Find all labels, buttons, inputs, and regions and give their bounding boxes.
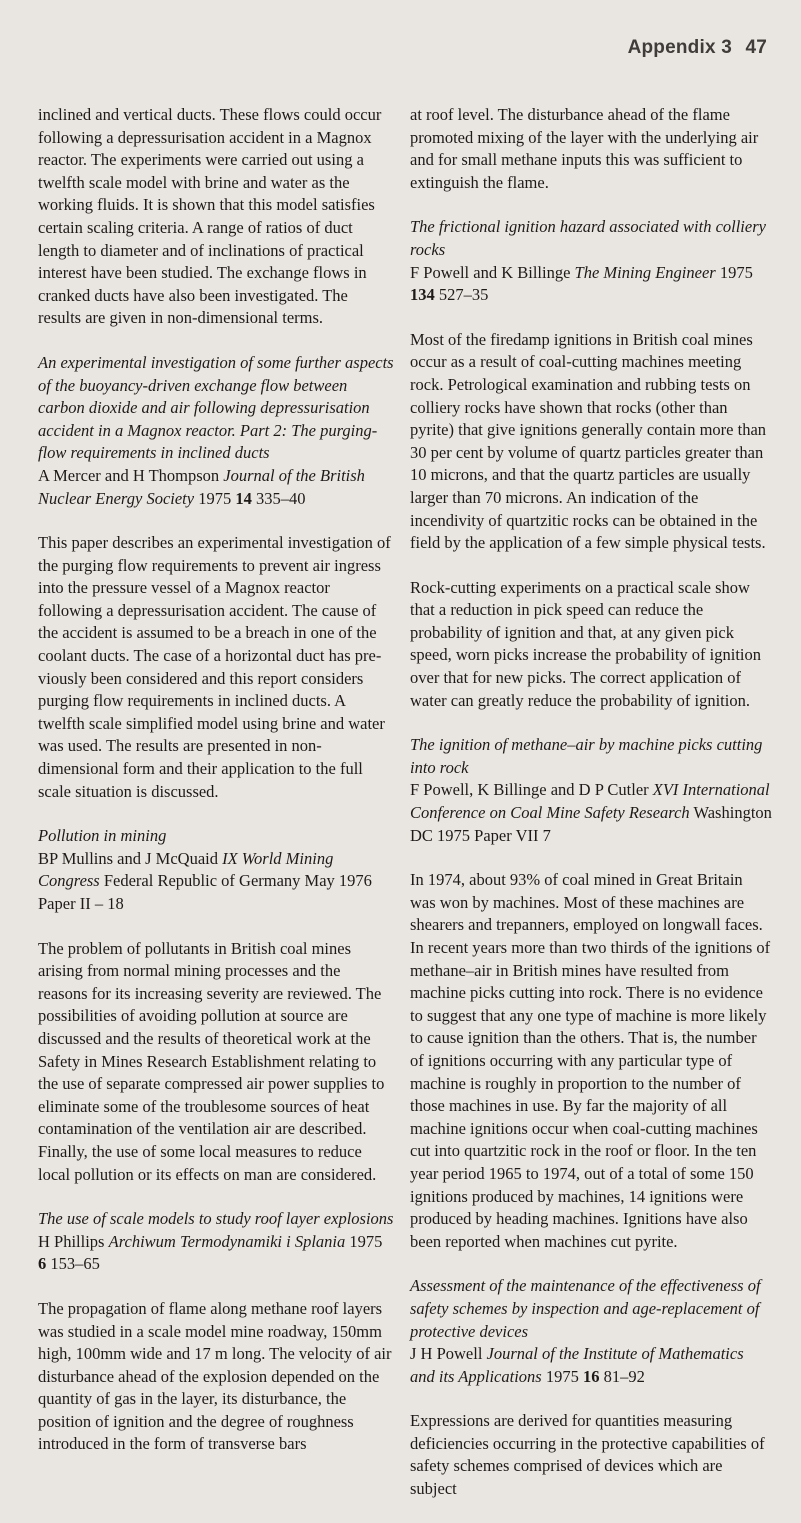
reference-journal: IX World Mining Congress: [38, 848, 334, 891]
reference-journal: The Mining Engineer: [574, 262, 716, 282]
reference-entry: [410, 734, 772, 847]
paragraph-text: The problem of pollutants in British coal mines arising from normal mining processes and the reasons for its increasing severity are reviewed. The possibilities of avoiding pollution at source are discussed and the results of theoretical work at the Safety in Mines Research Establishment relating to the use of separate compressed air power supplies to eliminate some of the troublesome sources of heat contamination of the ventilation air are described. Finally, the use of some local measures to reduce local pollution or its effects on man are considered.: [38, 938, 385, 1184]
reference-journal: Archiwum Termodynamiki i Splania: [108, 1231, 346, 1251]
appendix-label: Appendix 3: [627, 37, 732, 58]
reference-authors: H Phillips: [38, 1231, 109, 1251]
reference-title: The use of scale models to study roof layer explosions: [38, 1209, 394, 1229]
reference-journal: XVI International Conference on Coal Mine Safety Research: [410, 780, 770, 823]
reference-volume: 16: [582, 1366, 600, 1386]
reference-title: Assessment of the maintenance of the effectiveness of safety schemes by inspection and age-replacement of protective devices: [410, 1276, 761, 1341]
reference-authors: BP Mullins and J McQuaid: [38, 848, 223, 868]
paragraph: [410, 869, 772, 1253]
paragraph-text: In 1974, about 93% of coal mined in Great Britain was won by machines. Most of these machines are shearers and trepanners, employed on longwall faces. In recent years more than two thirds of the ignitions of methane–air in British mines have resulted from machine picks cutting into rock. There is no evidence to suggest that any one type of machine is more likely to cause ignition than the others. That is, the number of ignitions occurring with any particular type of machine is roughly in proportion to the number of those machines in use. By far the majority of all machine ignitions occur when coal-cutting machines cut into quartzitic rock in the roof or floor. In the ten year period 1965 to 1974, out of a total of some 150 ignitions produced by machines, 14 ignitions were produced by heading machines. Ignitions have also been reported when machines cut pyrite.: [410, 870, 771, 1251]
reference-pages: 335–40: [251, 488, 306, 508]
reference-year: 1975: [541, 1366, 583, 1386]
reference-entry: [410, 216, 772, 306]
reference-journal: Journal of the Institute of Mathematics and its Applications: [410, 1344, 744, 1386]
reference-paper: VII 7: [515, 825, 551, 845]
reference-citation: [410, 262, 772, 307]
reference-paper: II – 18: [79, 894, 124, 913]
page-number: 47: [745, 37, 767, 58]
reference-journal: Journal of the British Nuclear Energy Society: [38, 465, 365, 508]
paragraph-text: Expressions are derived for quantities measuring deficiencies occurring in the protective capabilities of safety schemes comprised of devices which are subject: [410, 1411, 765, 1499]
reference-details: Washington DC 1975 Paper: [410, 803, 772, 845]
page-header: [628, 37, 767, 59]
reference-entry: [38, 352, 394, 510]
paragraph-text: The propagation of flame along methane roof layers was studied in a scale model mine roadway, 150mm high, 100mm wide and 17 m long. The velocity of air disturbance ahead of the explosion depended on the quantity of gas in the layer, its disturbance, the position of ignition and the degree of roughness introduced in the form of transverse bars: [38, 1298, 392, 1454]
paragraph: [38, 938, 394, 1187]
reference-year: 1975: [345, 1231, 383, 1251]
reference-pages: 81–92: [599, 1366, 645, 1386]
paragraph: [410, 577, 772, 713]
reference-entry: [38, 1208, 394, 1276]
reference-entry: [38, 825, 394, 915]
reference-authors: A Mercer and H Thompson: [38, 465, 224, 485]
reference-citation: [38, 1231, 394, 1276]
reference-citation: [410, 1343, 772, 1388]
reference-authors: F Powell, K Billinge and D P Cutler: [410, 780, 653, 800]
reference-volume: 6: [38, 1254, 47, 1274]
reference-year: 1975: [194, 488, 236, 508]
reference-title: Pollution in mining: [38, 826, 167, 846]
reference-authors: J H Powell: [410, 1344, 487, 1364]
reference-title: The ignition of methane–air by machine picks cutting into rock: [410, 735, 763, 777]
paragraph-text: This paper describes an experimental investigation of the purging flow requirements to prevent air ingress into the pressure vessel of a Magnox reactor following a depressurisation accident. The cause of the accident is assumed to be a breach in one of the coolant ducts. The case of a horizontal duct has pre-viously been considered and this report considers purging flow requirements in inclined ducts. A twelfth scale simplified model using brine and water was used. The results are presented in non-dimensional form and their application to the full scale situation is discussed.: [38, 533, 391, 801]
reference-year: 1975: [715, 262, 753, 282]
reference-volume: 134: [410, 285, 435, 305]
paragraph-text: inclined and vertical ducts. These flows could occur following a depressurisation accident in a Magnox reactor. The experiments were carried out using a twelfth scale model with brine and water as the working fluids. It is shown that this model satisfies certain scaling criteria. A range of ratios of duct length to diameter and of inclinations of practical interest have been studied. The exchange flows in cranked ducts have also been investigated. The results are given in non-dimensional terms.: [38, 105, 382, 328]
reference-details: Federal Republic of Germany May 1976 Paper: [38, 871, 372, 913]
left-column: [38, 104, 394, 1478]
paragraph-text: Rock-cutting experiments on a practical scale show that a reduction in pick speed can reduce the probability of ignition and that, at any given pick speed, worn picks increase the probability of ignition over that for new picks. The correct application of water can greatly reduce the probability of ignition.: [410, 577, 761, 710]
reference-citation: [38, 848, 394, 916]
reference-authors: F Powell and K Billinge: [410, 262, 575, 282]
right-column: [410, 104, 772, 1523]
reference-entry: [410, 1275, 772, 1388]
paragraph: [410, 1410, 772, 1500]
paragraph-text: at roof level. The disturbance ahead of the flame promoted mixing of the layer with the underlying air and for small methane inputs this was sufficient to extinguish the flame.: [410, 105, 759, 192]
reference-citation: [410, 779, 772, 847]
reference-volume: 14: [235, 488, 252, 508]
paragraph: [410, 329, 772, 555]
paragraph: [38, 104, 394, 330]
paragraph: [410, 104, 772, 194]
reference-citation: [38, 465, 394, 510]
reference-pages: 527–35: [434, 285, 489, 305]
paragraph-text: Most of the firedamp ignitions in British coal mines occur as a result of coal-cutting machines meeting rock. Petrological examination and rubbing tests on colliery rocks have shown that rocks (other than pyrite) that give ignitions generally contain more than 30 per cent by volume of quartz particles greater than 10 microns, and that the quartz particles are usually larger than 70 microns. An indication of the incendivity of quartzitic rocks can be obtained in the field by the application of a few simple physical tests.: [410, 329, 767, 553]
reference-title: The frictional ignition hazard associated with colliery rocks: [410, 217, 766, 259]
reference-title: An experimental investigation of some further aspects of the buoyancy-driven exchange flow between carbon dioxide and air following depressurisation accident in a Magnox reactor. Part 2: The purging-flow requirements in inclined ducts: [38, 352, 394, 463]
reference-pages: 153–65: [46, 1254, 100, 1274]
paragraph: [38, 532, 394, 803]
paragraph: [38, 1298, 394, 1456]
